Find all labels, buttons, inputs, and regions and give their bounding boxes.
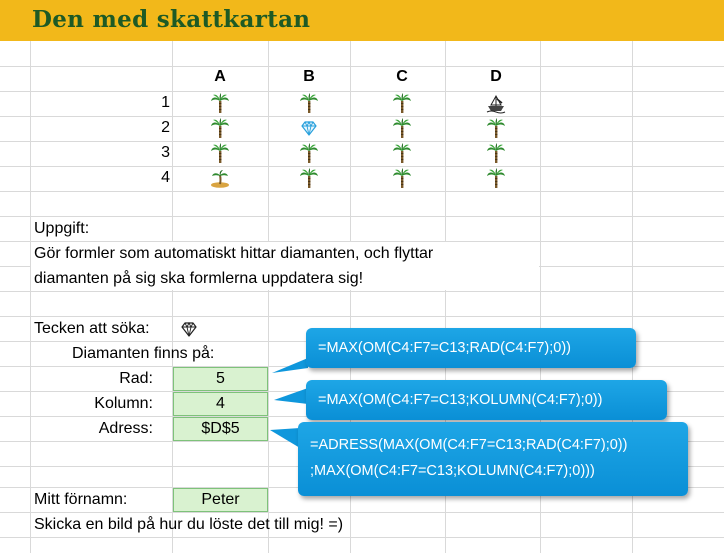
address-result-cell[interactable]: $D$5 [173, 417, 268, 441]
shipwreck-icon [485, 92, 507, 114]
footer-text: Skicka en bild på hur du löste det till mig! =) [34, 516, 344, 533]
row-header-4: 4 [161, 169, 170, 186]
found-label: Diamanten finns på: [72, 345, 215, 362]
island-icon [209, 167, 231, 189]
column-result-cell[interactable]: 4 [173, 392, 268, 416]
palm-tree-icon [391, 167, 413, 189]
palm-tree-icon [298, 167, 320, 189]
palm-tree-icon [209, 92, 231, 114]
palm-tree-icon [485, 117, 507, 139]
diamond-icon[interactable] [178, 319, 200, 341]
page-title: Den med skattkartan [32, 6, 311, 33]
palm-tree-icon [209, 117, 231, 139]
task-heading: Uppgift: [34, 220, 90, 237]
address-formula-line-1: =ADRESS(MAX(OM(C4:F7=C13;RAD(C4:F7);0)) [310, 437, 628, 453]
row-formula-callout [306, 328, 636, 368]
palm-tree-icon [391, 117, 413, 139]
palm-tree-icon [298, 142, 320, 164]
column-formula-callout [306, 380, 667, 420]
name-label: Mitt förnamn: [34, 491, 128, 508]
address-label: Adress: [98, 420, 153, 437]
row-formula-text: =MAX(OM(C4:F7=C13;RAD(C4:F7);0)) [318, 340, 571, 356]
column-header-b: B [303, 68, 315, 85]
palm-tree-icon [485, 142, 507, 164]
row-header-2: 2 [161, 119, 170, 136]
row-result-cell[interactable]: 5 [173, 367, 268, 391]
search-label: Tecken att söka: [34, 320, 150, 337]
column-label: Kolumn: [94, 395, 153, 412]
column-header-d: D [490, 68, 502, 85]
row-label: Rad: [119, 370, 153, 387]
palm-tree-icon [298, 92, 320, 114]
address-formula-line-2: ;MAX(OM(C4:F7=C13;KOLUMN(C4:F7);0))) [310, 463, 595, 479]
name-input-cell[interactable]: Peter [173, 488, 268, 512]
column-header-c: C [396, 68, 408, 85]
column-header-a: A [214, 68, 226, 85]
task-line-2: diamanten på sig ska formlerna uppdatera sig! [34, 270, 364, 287]
row-header-1: 1 [161, 94, 170, 111]
palm-tree-icon [209, 142, 231, 164]
diamond-icon [298, 118, 320, 140]
address-formula-callout [298, 422, 688, 496]
task-line-1: Gör formler som automatiskt hittar diamanten, och flyttar [34, 245, 434, 262]
column-formula-text: =MAX(OM(C4:F7=C13;KOLUMN(C4:F7);0)) [318, 392, 603, 408]
palm-tree-icon [485, 167, 507, 189]
row-header-3: 3 [161, 144, 170, 161]
palm-tree-icon [391, 142, 413, 164]
palm-tree-icon [391, 92, 413, 114]
